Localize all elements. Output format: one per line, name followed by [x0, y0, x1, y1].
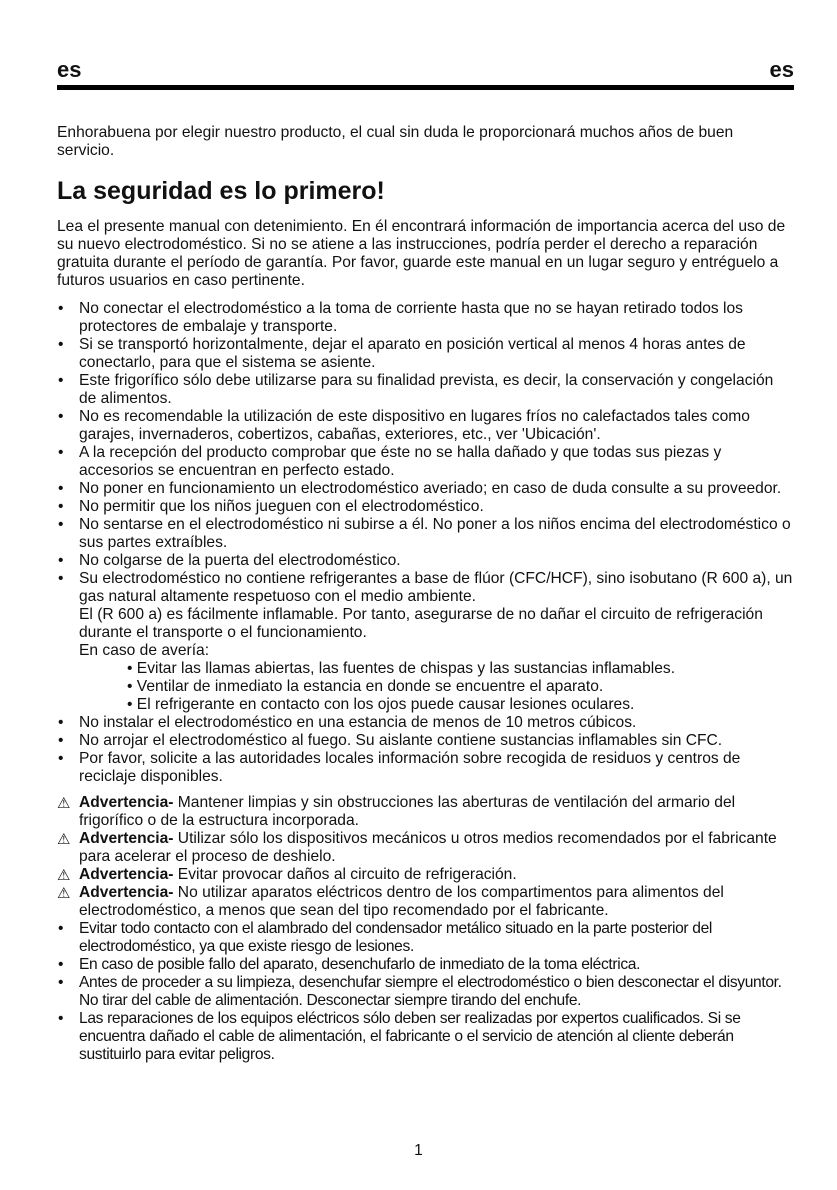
intro-paragraph: Enhorabuena por elegir nuestro producto, el cual sin duda le proporcionará muchos años de buen servicio. [57, 124, 734, 159]
page-number: 1 [414, 1142, 423, 1159]
warning-icon: ⚠ [57, 867, 71, 884]
page-content [57, 58, 794, 1064]
refrigerant-text-3: En caso de avería: [79, 642, 210, 659]
list-item: • No colgarse de la puerta del electrodoméstico. [57, 552, 794, 570]
warnings [57, 794, 794, 920]
sub-item: • Ventilar de inmediato la estancia en donde se encuentre el aparato. [127, 678, 604, 695]
lead-paragraph: Lea el presente manual con detenimiento. En él encontrará información de importancia acerca del uso de su nuevo electrodoméstico. Si no se atiene a las instrucciones, podría perder el derecho a reparación gratuita durante el período de garantía. Por favor, guarde este manual en un lugar seguro y entréguelo a futuros usuarios en caso pertinente. [57, 218, 786, 289]
refrigerant-text-2: El (R 600 a) es fácilmente inflamable. Por tanto, asegurarse de no dañar el circuito de refrigeración durante el transporte o el funcionamiento. [79, 606, 763, 641]
warning-label: Advertencia- [79, 830, 174, 847]
warning-text: Utilizar sólo los dispositivos mecánicos u otros medios recomendados por el fabricante para acelerar el proceso de deshielo. [79, 830, 777, 865]
sub-item: • Evitar las llamas abiertas, las fuentes de chispas y las sustancias inflamables. [127, 660, 676, 677]
list-item: • No instalar el electrodoméstico en una estancia de menos de 10 metros cúbicos. [57, 714, 794, 732]
warning-label: Advertencia- [79, 794, 174, 811]
warning-item [57, 830, 794, 866]
list-item: • No arrojar el electrodoméstico al fuego. Su aislante contiene sustancias inflamables sin CFC. [57, 732, 794, 750]
safety-list-1 [57, 300, 794, 570]
warning-label: Advertencia- [79, 884, 174, 901]
list-item: • No sentarse en el electrodoméstico ni subirse a él. No poner a los niños encima del electrodoméstico o sus partes extraíbles. [57, 516, 794, 552]
list-item: • A la recepción del producto comprobar que éste no se halla dañado y que todas sus piezas y accesorios se encuentran en perfecto estado. [57, 444, 794, 480]
list-item: • Este frigorífico sólo debe utilizarse para su finalidad prevista, es decir, la conservación y congelación de alimentos. [57, 372, 794, 408]
refrigerant-text-1: Su electrodoméstico no contiene refrigerantes a base de flúor (CFC/HCF), sino isobutano (R 600 a), un gas natural altamente respetuoso con el medio ambiente. [79, 570, 793, 605]
list-item: • Si se transportó horizontalmente, dejar el aparato en posición vertical al menos 4 horas antes de conectarlo, para que el sistema se asiente. [57, 336, 794, 372]
header-rule [57, 85, 794, 90]
list-item: • Por favor, solicite a las autoridades locales información sobre recogida de residuos y centros de reciclaje disponibles. [57, 750, 794, 786]
list-item: • No es recomendable la utilización de este dispositivo en lugares fríos no calefactados tales como garajes, invernaderos, cobertizos, cabañas, exteriores, etc., ver 'Ubicación'. [57, 408, 794, 444]
list-item: • No permitir que los niños jueguen con el electrodoméstico. [57, 498, 794, 516]
warning-text: No utilizar aparatos eléctricos dentro de los compartimentos para alimentos del electrodoméstico, a menos que sean del tipo recomendado por el fabricante. [79, 884, 724, 919]
list-item: • Las reparaciones de los equipos eléctricos sólo deben ser realizadas por expertos cualificados. Si se encuentra dañado el cable de alimentación, el fabricante o el servicio de atención al cliente deberán sustituirlo para evitar peligros. [57, 1010, 794, 1064]
section-title: La seguridad es lo primero! [57, 177, 385, 205]
safety-list-3 [57, 920, 794, 1064]
refrigerant-list [57, 570, 794, 732]
warning-label: Advertencia- [79, 866, 174, 883]
warning-icon: ⚠ [57, 831, 71, 848]
warning-item [57, 884, 794, 920]
warning-text: Evitar provocar daños al circuito de refrigeración. [173, 866, 517, 883]
warning-icon: ⚠ [57, 795, 71, 812]
safety-list-2 [57, 732, 794, 786]
list-item: • En caso de posible fallo del aparato, desenchufarlo de inmediato de la toma eléctrica. [57, 956, 794, 974]
warning-text: Mantener limpias y sin obstrucciones las aberturas de ventilación del armario del frigorífico o de la estructura incorporada. [79, 794, 736, 829]
language-code-left: es [57, 57, 82, 82]
list-item: • Antes de proceder a su limpieza, desenchufar siempre el electrodoméstico o bien desconectar el disyuntor. No tirar del cable de alimentación. Desconectar siempre tirando del enchufe. [57, 974, 794, 1010]
list-item: • Evitar todo contacto con el alambrado del condensador metálico situado en la parte posterior del electrodoméstico, ya que existe riesgo de lesiones. [57, 920, 794, 956]
list-item-refrigerant [57, 570, 794, 714]
warning-item [57, 866, 794, 884]
warning-item [57, 794, 794, 830]
sub-item: • El refrigerante en contacto con los ojos puede causar lesiones oculares. [127, 696, 635, 713]
page-header [57, 58, 794, 82]
warning-icon: ⚠ [57, 885, 71, 902]
language-code-right: es [769, 57, 794, 82]
list-item: • No conectar el electrodoméstico a la toma de corriente hasta que no se hayan retirado todos los protectores de embalaje y transporte. [57, 300, 794, 336]
list-item: • No poner en funcionamiento un electrodoméstico averiado; en caso de duda consulte a su proveedor. [57, 480, 794, 498]
